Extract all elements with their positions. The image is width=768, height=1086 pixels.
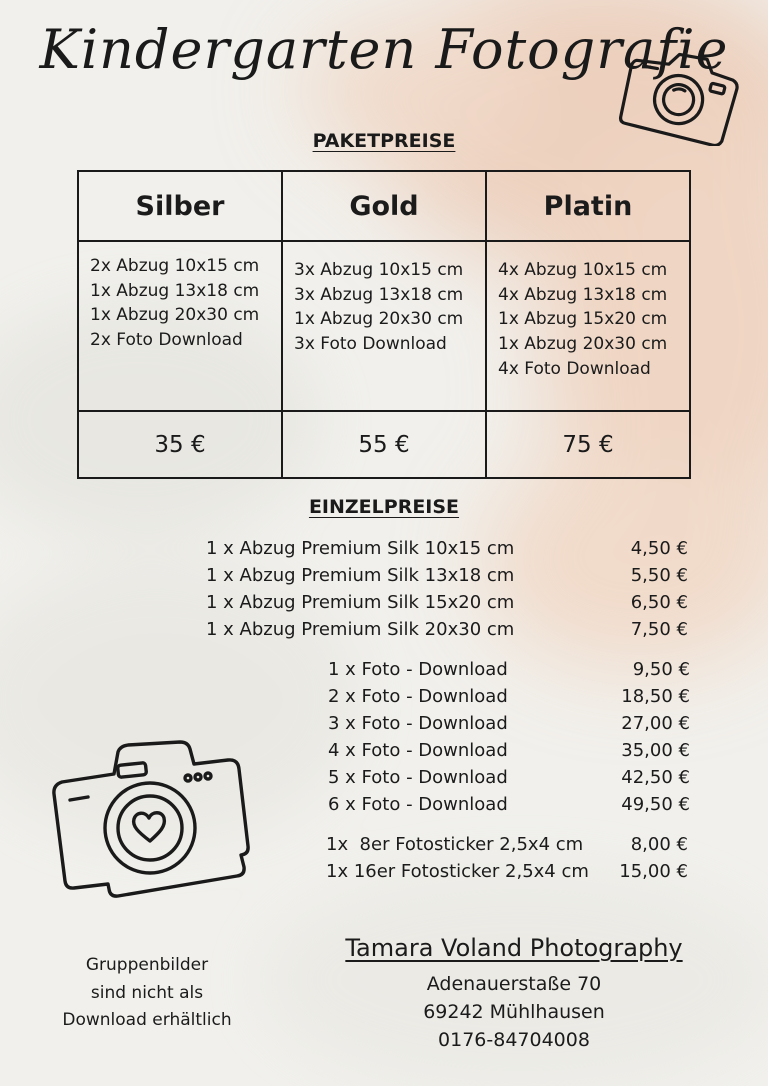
photographer-name: Tamara Voland Photography xyxy=(345,934,683,962)
group-photo-note xyxy=(40,952,254,1035)
price-row xyxy=(328,794,690,818)
price-row-value: 42,50 € xyxy=(621,767,690,788)
package-item: 1x Abzug 13x18 cm xyxy=(90,280,260,301)
package-item: 3x Foto Download xyxy=(294,334,447,355)
contact-city: 69242 Mühlhausen xyxy=(423,1001,605,1023)
package-items-row xyxy=(78,241,690,411)
price-row xyxy=(326,861,688,885)
package-item: 2x Abzug 10x15 cm xyxy=(90,256,260,276)
package-items-platin xyxy=(486,241,690,411)
price-row-label: 1x 8er Fotosticker 2,5x4 cm xyxy=(326,834,584,855)
package-table xyxy=(77,170,691,479)
price-row xyxy=(328,767,690,791)
price-row-value: 18,50 € xyxy=(621,686,690,707)
price-row-value: 4,50 € xyxy=(630,538,688,559)
price-row xyxy=(206,538,688,562)
note-line: Gruppenbilder xyxy=(85,955,209,975)
package-item: 1x Abzug 20x30 cm xyxy=(498,334,668,355)
package-item: 4x Abzug 13x18 cm xyxy=(498,284,668,305)
price-row-value: 9,50 € xyxy=(632,659,690,680)
price-row-value: 49,50 € xyxy=(621,794,690,815)
price-row xyxy=(328,659,690,683)
price-row-value: 5,50 € xyxy=(630,565,688,586)
price-row-label: 1 x Abzug Premium Silk 20x30 cm xyxy=(206,619,515,640)
package-item: 2x Foto Download xyxy=(90,330,243,351)
package-price-row xyxy=(78,411,690,478)
package-item: 3x Abzug 10x15 cm xyxy=(294,260,464,280)
price-row-value: 6,50 € xyxy=(630,592,688,613)
price-row xyxy=(206,592,688,616)
price-row-label: 2 x Foto - Download xyxy=(328,686,508,707)
package-item: 1x Abzug 20x30 cm xyxy=(294,309,464,330)
package-item: 4x Abzug 10x15 cm xyxy=(498,260,668,280)
price-row xyxy=(326,834,688,858)
package-item: 4x Foto Download xyxy=(498,358,651,379)
page-title: Kindergarten Fotografie xyxy=(39,18,729,81)
package-items-silber xyxy=(78,241,282,411)
contact-block xyxy=(330,934,698,1054)
price-row-value: 27,00 € xyxy=(621,713,690,734)
price-row-label: 1 x Abzug Premium Silk 13x18 cm xyxy=(206,565,515,586)
price-row-label: 1 x Abzug Premium Silk 10x15 cm xyxy=(206,538,515,559)
price-row-value: 35,00 € xyxy=(621,740,690,761)
package-price-silber: 35 € xyxy=(78,411,282,478)
package-item: 3x Abzug 13x18 cm xyxy=(294,284,464,305)
package-header-row xyxy=(78,171,690,241)
price-row xyxy=(328,713,690,737)
price-row-value: 7,50 € xyxy=(630,619,688,640)
package-name-silber: Silber xyxy=(78,171,282,241)
camera-heart-icon xyxy=(48,734,254,910)
price-row-label: 1 x Foto - Download xyxy=(328,659,508,680)
price-row-label: 5 x Foto - Download xyxy=(328,767,508,788)
package-price-gold: 55 € xyxy=(282,411,486,478)
price-row-label: 1 x Abzug Premium Silk 15x20 cm xyxy=(206,592,515,613)
price-row xyxy=(328,686,690,710)
package-price-platin: 75 € xyxy=(486,411,690,478)
contact-street: Adenauerstaße 70 xyxy=(426,973,602,995)
note-line: sind nicht als xyxy=(90,982,204,1003)
price-row-label: 6 x Foto - Download xyxy=(328,794,508,815)
price-row xyxy=(328,740,690,764)
package-name-gold: Gold xyxy=(282,171,486,241)
package-item: 1x Abzug 20x30 cm xyxy=(90,305,260,326)
package-items-gold xyxy=(282,241,486,411)
price-row-label: 3 x Foto - Download xyxy=(328,713,508,734)
single-prices-heading: EINZELPREISE xyxy=(308,496,460,518)
package-name-platin: Platin xyxy=(486,171,690,241)
price-row xyxy=(206,619,688,643)
price-row-value: 15,00 € xyxy=(619,861,688,882)
price-row-label: 1x 16er Fotosticker 2,5x4 cm xyxy=(326,861,589,882)
package-prices-heading: PAKETPREISE xyxy=(312,130,456,152)
contact-phone: 0176-84704008 xyxy=(438,1029,590,1051)
price-row xyxy=(206,565,688,589)
package-item: 1x Abzug 15x20 cm xyxy=(498,309,668,330)
note-line: Download erhältlich xyxy=(62,1010,232,1030)
price-row-value: 8,00 € xyxy=(630,834,688,855)
price-row-label: 4 x Foto - Download xyxy=(328,740,508,761)
